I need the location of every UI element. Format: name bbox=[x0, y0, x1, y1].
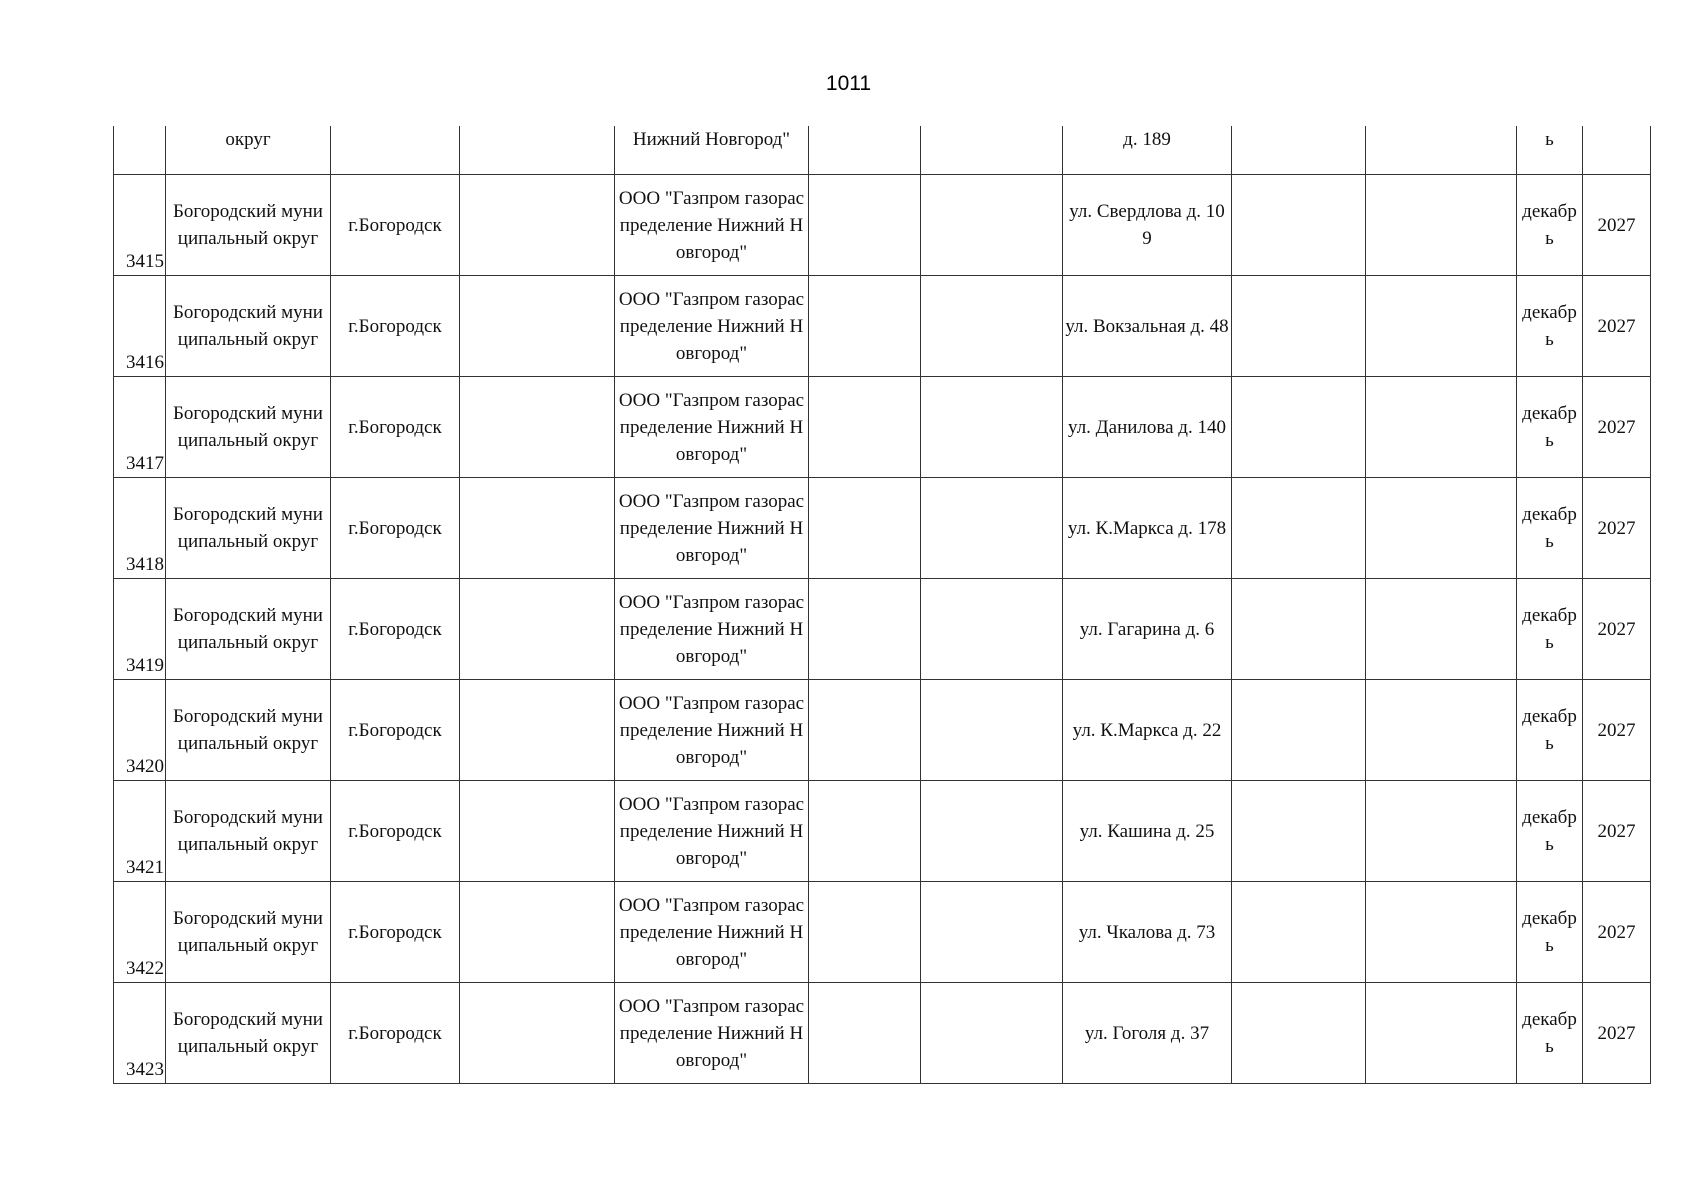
cell-empty-3 bbox=[921, 276, 1063, 377]
cell-org: ООО "Газпром газораспределение Нижний Новгород" bbox=[615, 882, 809, 983]
cell-num: 3420 bbox=[114, 680, 166, 781]
cell-year: 2027 bbox=[1583, 882, 1651, 983]
cell-address: ул. Кашина д. 25 bbox=[1063, 781, 1232, 882]
cell-district: Богородский муниципальный округ bbox=[166, 276, 331, 377]
cell-empty-2 bbox=[809, 276, 921, 377]
cell-address: ул. Чкалова д. 73 bbox=[1063, 882, 1232, 983]
cell-empty-2 bbox=[809, 579, 921, 680]
cell-empty-5 bbox=[1366, 781, 1517, 882]
cell-month: декабрь bbox=[1517, 579, 1583, 680]
cell-district: Богородский муниципальный округ bbox=[166, 377, 331, 478]
cell-empty-3 bbox=[921, 983, 1063, 1084]
cell-org: ООО "Газпром газораспределение Нижний Новгород" bbox=[615, 680, 809, 781]
cell-district: Богородский муниципальный округ bbox=[166, 579, 331, 680]
register-table bbox=[113, 126, 1651, 1084]
cell-empty-1 bbox=[460, 680, 615, 781]
cell-empty-2 bbox=[809, 126, 921, 175]
cell-district: Богородский муниципальный округ bbox=[166, 781, 331, 882]
cell-district: Богородский муниципальный округ bbox=[166, 680, 331, 781]
cell-month: декабрь bbox=[1517, 781, 1583, 882]
table-body bbox=[114, 126, 1651, 1084]
cell-address: ул. Данилова д. 140 bbox=[1063, 377, 1232, 478]
cell-year: 2027 bbox=[1583, 377, 1651, 478]
cell-empty-2 bbox=[809, 377, 921, 478]
cell-empty-3 bbox=[921, 781, 1063, 882]
table-row bbox=[114, 377, 1651, 478]
cell-empty-2 bbox=[809, 478, 921, 579]
table-row bbox=[114, 276, 1651, 377]
cell-empty-3 bbox=[921, 377, 1063, 478]
table-row bbox=[114, 882, 1651, 983]
cell-year: 2027 bbox=[1583, 478, 1651, 579]
cell-address: ул. Вокзальная д. 48 bbox=[1063, 276, 1232, 377]
cell-org: ООО "Газпром газораспределение Нижний Новгород" bbox=[615, 478, 809, 579]
cell-city: г.Богородск bbox=[331, 377, 460, 478]
table-row bbox=[114, 175, 1651, 276]
cell-num: 3415 bbox=[114, 175, 166, 276]
cell-empty-1 bbox=[460, 882, 615, 983]
cell-empty-5 bbox=[1366, 579, 1517, 680]
cell-empty-1 bbox=[460, 126, 615, 175]
cell-month: декабрь bbox=[1517, 882, 1583, 983]
cell-org: ООО "Газпром газораспределение Нижний Новгород" bbox=[615, 377, 809, 478]
cell-year: 2027 bbox=[1583, 983, 1651, 1084]
cell-city: г.Богородск bbox=[331, 478, 460, 579]
cell-empty-3 bbox=[921, 680, 1063, 781]
cell-empty-4 bbox=[1232, 175, 1366, 276]
cell-empty-3 bbox=[921, 126, 1063, 175]
cell-month: декабрь bbox=[1517, 680, 1583, 781]
cell-empty-4 bbox=[1232, 680, 1366, 781]
cell-address: ул. К.Маркса д. 22 bbox=[1063, 680, 1232, 781]
cell-empty-1 bbox=[460, 276, 615, 377]
cell-org: Нижний Новгород" bbox=[615, 126, 809, 175]
cell-address: ул. К.Маркса д. 178 bbox=[1063, 478, 1232, 579]
cell-org: ООО "Газпром газораспределение Нижний Новгород" bbox=[615, 276, 809, 377]
table-row bbox=[114, 680, 1651, 781]
cell-empty-4 bbox=[1232, 276, 1366, 377]
cell-month: декабрь bbox=[1517, 478, 1583, 579]
cell-empty-3 bbox=[921, 579, 1063, 680]
cell-empty-1 bbox=[460, 377, 615, 478]
cell-empty-1 bbox=[460, 983, 615, 1084]
cell-empty-1 bbox=[460, 579, 615, 680]
cell-org: ООО "Газпром газораспределение Нижний Новгород" bbox=[615, 175, 809, 276]
cell-num: 3423 bbox=[114, 983, 166, 1084]
page-number: 1011 bbox=[825, 72, 872, 95]
cell-empty-1 bbox=[460, 478, 615, 579]
cell-num: 3422 bbox=[114, 882, 166, 983]
cell-city: г.Богородск bbox=[331, 882, 460, 983]
cell-month: декабрь bbox=[1517, 175, 1583, 276]
cell-year: 2027 bbox=[1583, 175, 1651, 276]
cell-city: г.Богородск bbox=[331, 276, 460, 377]
cell-empty-4 bbox=[1232, 983, 1366, 1084]
cell-month: ь bbox=[1517, 126, 1583, 175]
cell-month: декабрь bbox=[1517, 276, 1583, 377]
cell-empty-4 bbox=[1232, 781, 1366, 882]
cell-empty-4 bbox=[1232, 882, 1366, 983]
cell-empty-2 bbox=[809, 781, 921, 882]
cell-empty-3 bbox=[921, 882, 1063, 983]
cell-year: 2027 bbox=[1583, 579, 1651, 680]
cell-empty-5 bbox=[1366, 983, 1517, 1084]
cell-num: 3418 bbox=[114, 478, 166, 579]
cell-month: декабрь bbox=[1517, 983, 1583, 1084]
cell-empty-5 bbox=[1366, 680, 1517, 781]
cell-district: Богородский муниципальный округ bbox=[166, 983, 331, 1084]
cell-empty-2 bbox=[809, 680, 921, 781]
cell-year: 2027 bbox=[1583, 680, 1651, 781]
table-row bbox=[114, 983, 1651, 1084]
cell-empty-5 bbox=[1366, 175, 1517, 276]
cell-org: ООО "Газпром газораспределение Нижний Новгород" bbox=[615, 983, 809, 1084]
table-row bbox=[114, 781, 1651, 882]
cell-empty-2 bbox=[809, 175, 921, 276]
cell-year bbox=[1583, 126, 1651, 175]
cell-empty-4 bbox=[1232, 478, 1366, 579]
cell-city: г.Богородск bbox=[331, 175, 460, 276]
cell-empty-5 bbox=[1366, 377, 1517, 478]
cell-empty-2 bbox=[809, 983, 921, 1084]
cell-empty-5 bbox=[1366, 478, 1517, 579]
cell-district: округ bbox=[166, 126, 331, 175]
cell-empty-5 bbox=[1366, 882, 1517, 983]
cell-empty-1 bbox=[460, 175, 615, 276]
cell-address: ул. Свердлова д. 109 bbox=[1063, 175, 1232, 276]
cell-month: декабрь bbox=[1517, 377, 1583, 478]
cell-district: Богородский муниципальный округ bbox=[166, 882, 331, 983]
cell-district: Богородский муниципальный округ bbox=[166, 478, 331, 579]
cell-city bbox=[331, 126, 460, 175]
cell-empty-3 bbox=[921, 175, 1063, 276]
cell-num: 3419 bbox=[114, 579, 166, 680]
cell-empty-2 bbox=[809, 882, 921, 983]
cell-org: ООО "Газпром газораспределение Нижний Новгород" bbox=[615, 781, 809, 882]
cell-empty-4 bbox=[1232, 579, 1366, 680]
table-row-continued bbox=[114, 126, 1651, 175]
cell-city: г.Богородск bbox=[331, 983, 460, 1084]
cell-city: г.Богородск bbox=[331, 680, 460, 781]
cell-empty-5 bbox=[1366, 126, 1517, 175]
cell-num bbox=[114, 126, 166, 175]
cell-num: 3421 bbox=[114, 781, 166, 882]
cell-empty-4 bbox=[1232, 377, 1366, 478]
cell-empty-4 bbox=[1232, 126, 1366, 175]
cell-num: 3417 bbox=[114, 377, 166, 478]
cell-year: 2027 bbox=[1583, 781, 1651, 882]
cell-empty-5 bbox=[1366, 276, 1517, 377]
cell-empty-1 bbox=[460, 781, 615, 882]
cell-city: г.Богородск bbox=[331, 781, 460, 882]
cell-year: 2027 bbox=[1583, 276, 1651, 377]
table-row bbox=[114, 579, 1651, 680]
cell-address: ул. Гоголя д. 37 bbox=[1063, 983, 1232, 1084]
cell-district: Богородский муниципальный округ bbox=[166, 175, 331, 276]
cell-num: 3416 bbox=[114, 276, 166, 377]
table-row bbox=[114, 478, 1651, 579]
cell-org: ООО "Газпром газораспределение Нижний Новгород" bbox=[615, 579, 809, 680]
cell-city: г.Богородск bbox=[331, 579, 460, 680]
cell-address: ул. Гагарина д. 6 bbox=[1063, 579, 1232, 680]
cell-empty-3 bbox=[921, 478, 1063, 579]
cell-address: д. 189 bbox=[1063, 126, 1232, 175]
